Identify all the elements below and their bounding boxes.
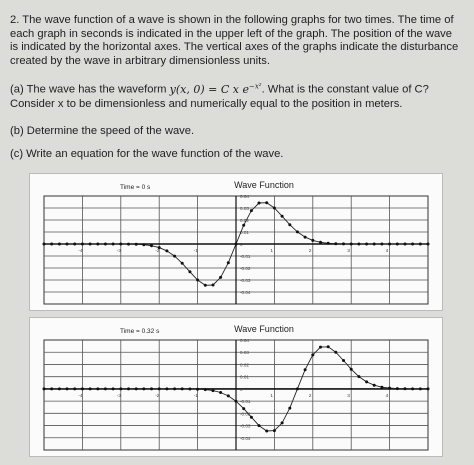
- data-point: [112, 243, 115, 246]
- data-point: [142, 243, 145, 246]
- data-point: [173, 387, 176, 390]
- data-point: [250, 416, 253, 419]
- data-point: [212, 389, 215, 392]
- y-tick-label: 0.02: [240, 362, 249, 368]
- data-point: [66, 387, 69, 390]
- data-point: [96, 387, 99, 390]
- data-point: [119, 243, 122, 246]
- problem-text: [10, 14, 462, 161]
- y-tick-label: -0.01: [240, 399, 251, 405]
- data-point: [58, 243, 61, 246]
- part-a-text-before: The wave has the waveform: [26, 84, 170, 97]
- y-tick-label: 0.03: [240, 206, 249, 211]
- data-point: [273, 207, 276, 210]
- data-point: [104, 243, 107, 246]
- x-tick-label: -3: [116, 393, 122, 399]
- data-point: [119, 387, 122, 390]
- y-tick-label: 0.01: [240, 374, 249, 380]
- data-point: [357, 375, 360, 378]
- data-point: [265, 201, 268, 204]
- data-point: [288, 223, 291, 226]
- data-point: [404, 243, 407, 246]
- y-tick-label: 0: [240, 242, 243, 247]
- data-point: [158, 387, 161, 390]
- data-point: [104, 387, 107, 390]
- data-point: [388, 243, 391, 246]
- part-a: [10, 80, 462, 111]
- x-tick-label: -4: [78, 393, 83, 399]
- data-point: [319, 346, 322, 349]
- formula-exponent: −x²: [248, 82, 262, 91]
- formula-lhs: y(x, 0) = C x e: [169, 83, 249, 97]
- data-point: [411, 243, 414, 246]
- data-point: [242, 224, 245, 227]
- data-point: [81, 243, 84, 246]
- data-point: [258, 424, 261, 427]
- data-point: [396, 243, 399, 246]
- data-point: [235, 400, 238, 403]
- data-point: [127, 387, 130, 390]
- data-point: [227, 261, 230, 264]
- data-point: [150, 387, 153, 390]
- data-point: [334, 351, 337, 354]
- data-point: [350, 243, 353, 246]
- data-point: [365, 380, 368, 383]
- y-tick-label: 0.01: [240, 230, 249, 235]
- data-point: [50, 243, 53, 246]
- graph-t032: [30, 318, 442, 456]
- data-point: [89, 387, 92, 390]
- data-point: [296, 387, 299, 390]
- data-point: [258, 202, 261, 205]
- x-tick-label: 1: [270, 249, 274, 254]
- data-point: [188, 388, 191, 391]
- waveform-formula: [170, 83, 262, 96]
- y-tick-label: -0.02: [240, 411, 251, 417]
- data-point: [212, 284, 215, 287]
- data-point: [196, 279, 199, 282]
- data-point: [89, 243, 92, 246]
- x-tick-label: -1: [193, 393, 198, 399]
- y-tick-label: 0.03: [240, 350, 249, 356]
- y-tick-label: -0.02: [240, 266, 251, 271]
- time-label: Time = 0.32 s: [120, 328, 160, 335]
- data-point: [327, 345, 330, 348]
- data-point: [327, 242, 330, 245]
- data-point: [181, 262, 184, 265]
- data-point: [373, 243, 376, 246]
- data-point: [296, 230, 299, 233]
- data-point: [165, 387, 168, 390]
- part-a-text-after: . What is the constant value of C? Consider x to be dimensionless and numerically equal to the position in meters.: [10, 84, 429, 110]
- data-point: [273, 429, 276, 432]
- data-point: [73, 387, 76, 390]
- data-point: [404, 387, 407, 390]
- part-c-text: Write an equation for the wave function of the wave.: [26, 147, 284, 160]
- data-point: [304, 368, 307, 371]
- y-tick-label: -0.04: [240, 290, 251, 295]
- data-point: [304, 236, 307, 239]
- x-tick-label: 4: [385, 249, 389, 254]
- data-point: [43, 243, 46, 246]
- part-c: [10, 148, 462, 162]
- data-point: [250, 209, 253, 212]
- chart-title: Wave Function: [234, 180, 294, 190]
- x-tick-label: -1: [193, 249, 198, 254]
- wave-chart-t032: [30, 318, 442, 456]
- x-tick-label: -2: [155, 393, 160, 399]
- data-point: [235, 243, 238, 246]
- data-point: [311, 353, 314, 356]
- data-point: [242, 407, 245, 410]
- data-point: [58, 387, 61, 390]
- data-point: [419, 387, 422, 390]
- y-tick-label: -0.04: [240, 435, 251, 441]
- data-point: [427, 387, 430, 390]
- data-point: [373, 384, 376, 387]
- x-tick-label: 3: [347, 249, 350, 254]
- part-b-label: (b): [10, 125, 24, 138]
- data-point: [427, 243, 430, 246]
- y-tick-label: 0.04: [240, 194, 249, 199]
- data-point: [281, 215, 284, 218]
- data-point: [81, 387, 84, 390]
- x-tick-label: 2: [308, 249, 312, 254]
- data-point: [173, 255, 176, 258]
- data-point: [181, 387, 184, 390]
- data-point: [380, 386, 383, 389]
- y-tick-label: 0.04: [240, 338, 249, 343]
- data-point: [288, 407, 291, 410]
- data-point: [158, 246, 161, 249]
- problem-body: The wave function of a wave is shown in the following graphs for two times. The time of each graph in seconds is indicated in the upper left of the graph. The position of the wave is indicated by the horizontal axes. The vertical axes of the graphs indicate the disturbance created by the wave in arbitrary dimensionless units.: [10, 14, 459, 67]
- data-point: [73, 243, 76, 246]
- data-point: [204, 284, 207, 287]
- data-point: [227, 394, 230, 397]
- y-tick-label: 0.02: [240, 218, 249, 223]
- data-point: [350, 368, 353, 371]
- data-point: [319, 241, 322, 244]
- graph-t0: [30, 174, 442, 310]
- part-c-label: (c): [10, 147, 24, 160]
- data-point: [281, 421, 284, 424]
- data-point: [196, 388, 199, 391]
- data-point: [265, 430, 268, 433]
- data-point: [188, 270, 191, 273]
- data-point: [142, 387, 145, 390]
- data-point: [411, 387, 414, 390]
- chart-title: Wave Function: [234, 324, 294, 334]
- wave-chart-t0: [30, 174, 442, 310]
- x-tick-label: -3: [116, 249, 122, 254]
- part-b: [10, 125, 462, 139]
- data-point: [43, 387, 46, 390]
- data-point: [388, 387, 391, 390]
- x-tick-label: -4: [78, 249, 83, 254]
- problem-number: 2.: [10, 14, 20, 26]
- data-point: [334, 242, 337, 245]
- x-tick-label: 2: [308, 393, 312, 399]
- data-point: [165, 249, 168, 252]
- data-point: [342, 242, 345, 245]
- data-point: [311, 239, 314, 242]
- data-point: [219, 391, 222, 394]
- data-point: [342, 359, 345, 362]
- x-tick-label: -2: [155, 249, 160, 254]
- y-tick-label: -0.03: [240, 278, 251, 283]
- x-tick-label: 1: [270, 393, 274, 399]
- x-tick-label: 4: [385, 393, 389, 399]
- data-point: [204, 388, 207, 391]
- data-point: [219, 276, 222, 279]
- y-tick-label: 0: [240, 386, 243, 392]
- data-point: [66, 243, 69, 246]
- data-point: [50, 387, 53, 390]
- x-tick-label: 3: [347, 393, 350, 399]
- data-point: [419, 243, 422, 246]
- time-label: Time = 0 s: [120, 184, 151, 191]
- data-point: [380, 243, 383, 246]
- y-tick-label: -0.03: [240, 423, 251, 429]
- part-b-text: Determine the speed of the wave.: [26, 125, 195, 138]
- data-point: [396, 387, 399, 390]
- part-a-label: (a): [10, 84, 24, 97]
- data-point: [135, 243, 138, 246]
- data-point: [96, 243, 99, 246]
- data-point: [365, 243, 368, 246]
- data-point: [150, 244, 153, 247]
- data-point: [112, 387, 115, 390]
- data-point: [357, 243, 360, 246]
- problem-statement: [10, 14, 462, 68]
- data-point: [127, 243, 130, 246]
- data-point: [135, 387, 138, 390]
- y-tick-label: -0.01: [240, 254, 251, 259]
